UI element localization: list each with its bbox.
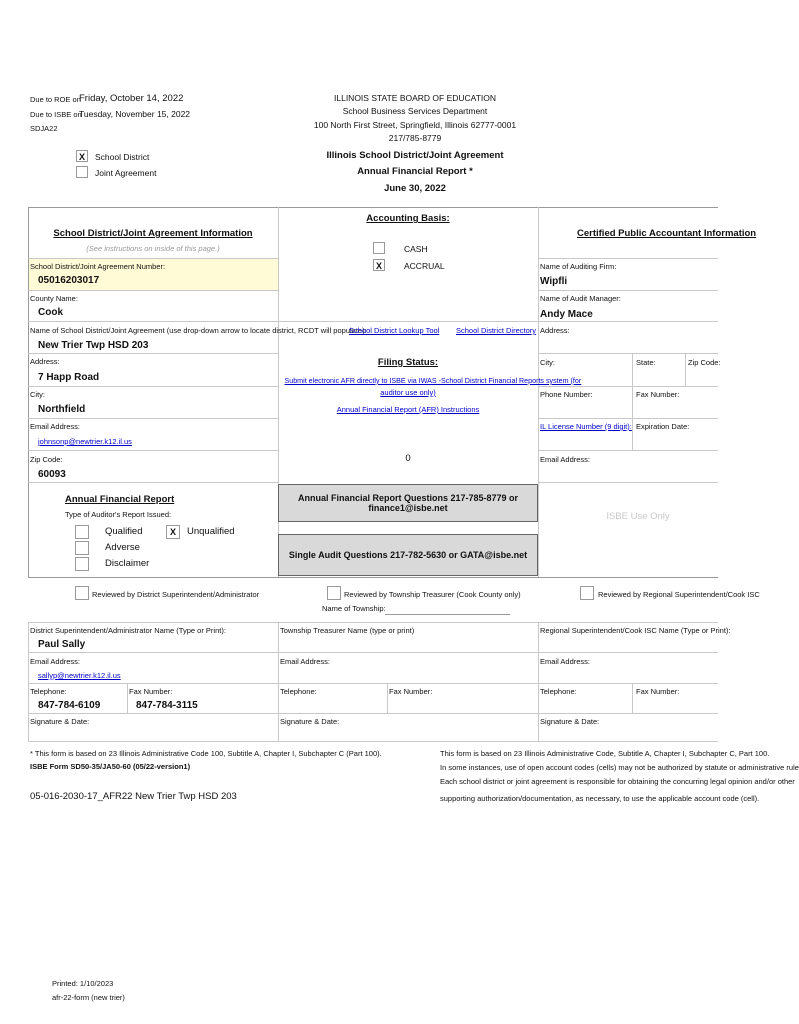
superintendent-phone-label: Telephone:	[30, 687, 67, 696]
manager-label: Name of Audit Manager:	[540, 294, 621, 303]
treasurer-email-label: Email Address:	[280, 657, 331, 666]
zip-value[interactable]: 60093	[38, 469, 66, 480]
auditor-report-type-label: Type of Auditor's Report Issued:	[65, 510, 172, 519]
regional-fax-label: Fax Number:	[636, 687, 680, 696]
treasurer-review-checkbox[interactable]	[327, 586, 341, 600]
afr-instructions-link[interactable]: Annual Financial Report (AFR) Instructions	[336, 405, 480, 414]
form-code: SDJA22	[30, 124, 58, 133]
footer-right-3: Each school district or joint agreement is responsible for obtaining the concurring legal opinion and/or other	[440, 777, 795, 786]
report-title-1: Illinois School District/Joint Agreement	[326, 150, 504, 161]
superintendent-name-label: District Superintendent/Administrator Name (Type or Print):	[30, 626, 226, 635]
footer-right-2: In some instances, use of open account codes (cells) may not be authorized by statute or administrative rule	[440, 763, 799, 772]
joint-agreement-checkbox[interactable]	[76, 166, 88, 178]
due-roe-label: Due to ROE on	[30, 95, 81, 104]
city-label: City:	[30, 390, 45, 399]
address-value[interactable]: 7 Happ Road	[38, 372, 100, 383]
district-lookup-link[interactable]: School District Lookup Tool	[349, 326, 440, 335]
unqualified-label: Unqualified	[187, 526, 235, 537]
cpa-fax-label: Fax Number:	[636, 390, 680, 399]
accounting-basis-heading: Accounting Basis:	[366, 213, 450, 224]
printed-form: afr-22-form (new trier)	[52, 993, 125, 1002]
email-value[interactable]: johnsonp@newtrier.k12.il.us	[38, 437, 132, 446]
cpa-email-label: Email Address:	[540, 455, 591, 464]
cpa-heading: Certified Public Accountant Information	[577, 228, 757, 239]
qualified-checkbox[interactable]	[75, 525, 89, 539]
report-date: June 30, 2022	[384, 183, 446, 194]
printed-date: Printed: 1/10/2023	[52, 979, 114, 988]
iwas-submit-link-cont[interactable]: auditor use only)	[380, 388, 436, 397]
district-number-label: School District/Joint Agreement Number:	[30, 262, 166, 271]
footer-note: * This form is based on 23 Illinois Administrative Code 100, Subtitle A, Chapter I, Subchapter C (Part 100).	[30, 749, 382, 758]
cpa-phone-label: Phone Number:	[540, 390, 593, 399]
district-info-heading: School District/Joint Agreement Information	[53, 228, 253, 239]
superintendent-name-value[interactable]: Paul Sally	[38, 639, 86, 650]
superintendent-review-label: Reviewed by District Superintendent/Administrator	[92, 590, 260, 599]
treasurer-signature-label: Signature & Date:	[280, 717, 340, 726]
school-district-checkbox[interactable]: X	[76, 150, 88, 162]
city-value[interactable]: Northfield	[38, 404, 86, 415]
county-value[interactable]: Cook	[38, 307, 63, 318]
file-name: 05-016-2030-17_AFR22 New Trier Twp HSD 203	[30, 791, 237, 802]
superintendent-signature-label: Signature & Date:	[30, 717, 90, 726]
cpa-address-label: Address:	[540, 326, 570, 335]
regional-phone-label: Telephone:	[540, 687, 577, 696]
cash-checkbox[interactable]	[373, 242, 385, 254]
district-name-label: Name of School District/Joint Agreement (use drop-down arrow to locate district, RCDT will populate):	[30, 326, 367, 335]
agency-name: ILLINOIS STATE BOARD OF EDUCATION	[334, 93, 496, 103]
address-label: Address:	[30, 357, 60, 366]
adverse-checkbox[interactable]	[75, 541, 89, 555]
superintendent-email-label: Email Address:	[30, 657, 81, 666]
form-id: ISBE Form SD50-35/JA50-60 (05/22-version1)	[30, 762, 191, 771]
license-number-link[interactable]: IL License Number (9 digit):	[540, 422, 632, 431]
treasurer-name-label: Township Treasurer Name (type or print)	[280, 626, 415, 635]
expiration-label: Expiration Date:	[636, 422, 690, 431]
superintendent-fax-label: Fax Number:	[129, 687, 173, 696]
agency-dept: School Business Services Department	[342, 106, 488, 116]
cash-label: CASH	[404, 244, 428, 254]
district-name-value[interactable]: New Trier Twp HSD 203	[38, 340, 149, 351]
qualified-label: Qualified	[105, 526, 143, 537]
footer-right-4: supporting authorization/documentation, as necessary, to use the applicable account code (cell).	[440, 794, 760, 803]
due-roe-date: Friday, October 14, 2022	[79, 93, 184, 104]
superintendent-review-checkbox[interactable]	[75, 586, 89, 600]
superintendent-email-value[interactable]: sallyp@newtrier.k12.il.us	[38, 671, 121, 680]
manager-value[interactable]: Andy Mace	[540, 309, 593, 320]
superintendent-phone-value[interactable]: 847-784-6109	[38, 700, 101, 711]
disclaimer-label: Disclaimer	[105, 558, 150, 569]
agency-address: 100 North First Street, Springfield, Illinois 62777-0001	[313, 120, 517, 130]
treasurer-fax-label: Fax Number:	[389, 687, 433, 696]
isbe-use-only: ISBE Use Only	[606, 511, 670, 522]
due-isbe-label: Due to ISBE on	[30, 110, 82, 119]
due-isbe-date: Tuesday, November 15, 2022	[79, 109, 191, 119]
regional-signature-label: Signature & Date:	[540, 717, 600, 726]
accrual-checkbox[interactable]: X	[373, 259, 385, 271]
single-audit-questions-box: Single Audit Questions 217-782-5630 or GATA@isbe.net	[278, 534, 538, 576]
cpa-city-label: City:	[540, 358, 555, 367]
email-label: Email Address:	[30, 422, 81, 431]
district-number-field[interactable]	[29, 259, 278, 290]
regional-name-label: Regional Superintendent/Cook ISC Name (Type or Print):	[540, 626, 731, 635]
report-title-2: Annual Financial Report *	[357, 166, 473, 177]
agency-phone: 217/785-8779	[388, 133, 442, 143]
afr-heading: Annual Financial Report	[65, 494, 175, 505]
superintendent-fax-value[interactable]: 847-784-3115	[136, 700, 198, 711]
afr-questions-box: Annual Financial Report Questions 217-785-8779 or finance1@isbe.net	[278, 484, 538, 522]
filing-status-heading: Filing Status:	[377, 357, 439, 368]
unqualified-checkbox[interactable]: X	[166, 525, 180, 539]
disclaimer-checkbox[interactable]	[75, 557, 89, 571]
cpa-state-label: State:	[636, 358, 656, 367]
cpa-zip-label: Zip Code:	[688, 358, 721, 367]
filing-zero: 0	[405, 453, 411, 464]
treasurer-phone-label: Telephone:	[280, 687, 317, 696]
district-directory-link[interactable]: School District Directory	[456, 326, 537, 335]
district-number-value: 05016203017	[38, 275, 100, 286]
firm-value[interactable]: Wipfli	[540, 276, 568, 287]
township-name-label: Name of Township:	[322, 604, 386, 613]
accrual-label: ACCRUAL	[404, 261, 445, 271]
joint-agreement-label: Joint Agreement	[95, 168, 157, 178]
adverse-label: Adverse	[105, 542, 140, 553]
treasurer-review-label: Reviewed by Township Treasurer (Cook County only)	[344, 590, 521, 599]
footer-right-1: This form is based on 23 Illinois Administrative Code, Subtitle A, Chapter I, Subchapter C, Part 100.	[440, 749, 770, 758]
iwas-submit-link[interactable]: Submit electronic AFR directly to ISBE via IWAS -School District Financial Reports system (for	[284, 376, 582, 385]
regional-email-label: Email Address:	[540, 657, 591, 666]
zip-label: Zip Code:	[30, 455, 63, 464]
firm-label: Name of Auditing Firm:	[540, 262, 617, 271]
county-label: County Name:	[30, 294, 78, 303]
district-info-subheading: (See instructions on inside of this page.)	[86, 244, 220, 253]
regional-review-label: Reviewed by Regional Superintendent/Cook ISC	[598, 590, 760, 599]
regional-review-checkbox[interactable]	[580, 586, 594, 600]
school-district-label: School District	[95, 152, 150, 162]
